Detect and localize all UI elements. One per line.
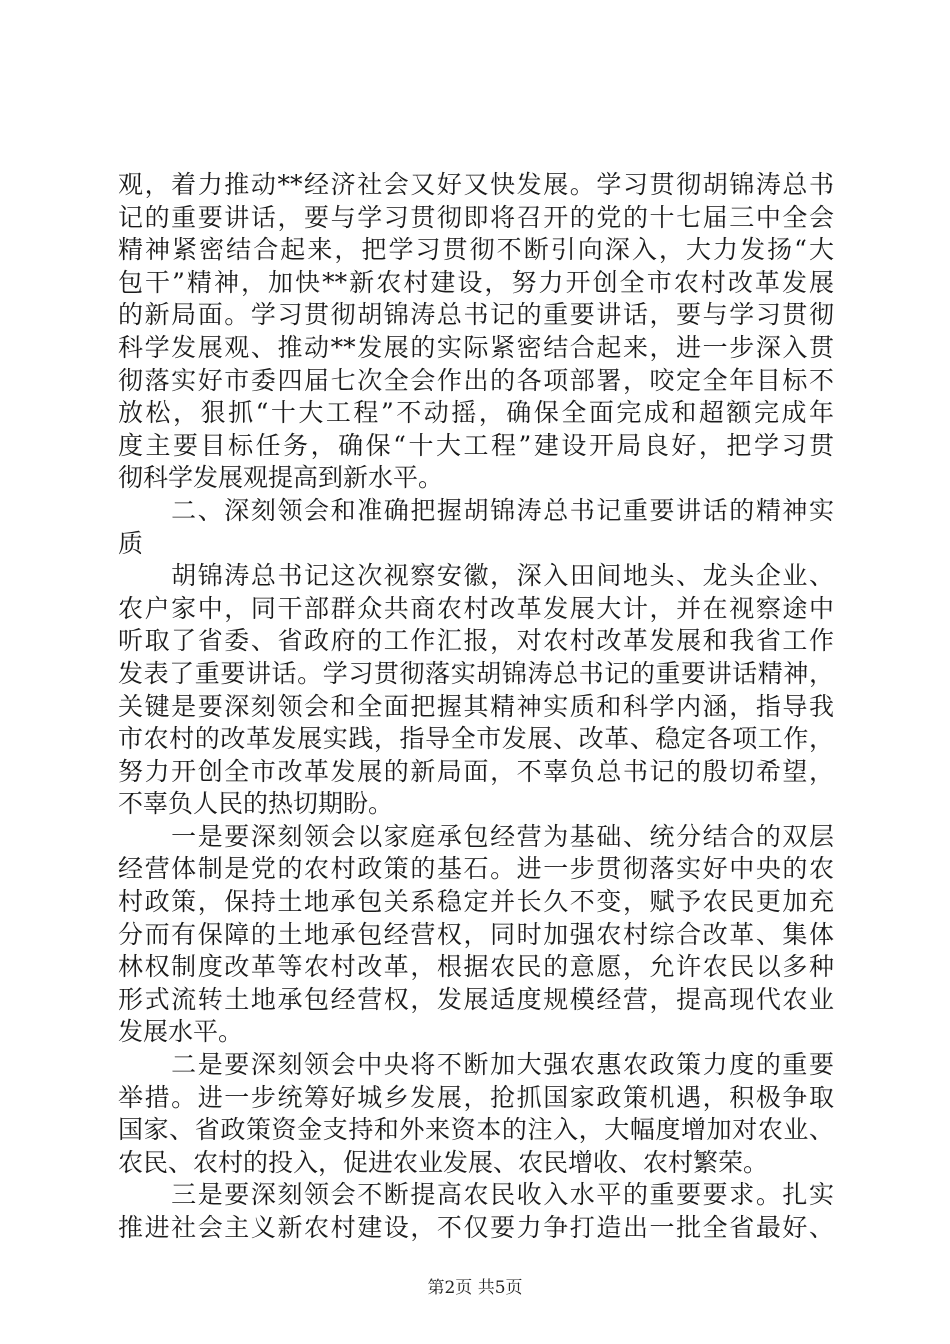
text-line: 发表了重要讲话。学习贯彻落实胡锦涛总书记的重要讲话精神， [118,658,834,688]
text-line: 农户家中，同干部群众共商农村改革发展大计，并在视察途中 [118,593,834,623]
text-line: 三是要深刻领会不断提高农民收入水平的重要要求。扎实 [118,1180,834,1210]
text-line: 二是要深刻领会中央将不断加大强农惠农政策力度的重要 [118,1050,834,1080]
text-line: 观，着力推动**经济社会又好又快发展。学习贯彻胡锦涛总书 [118,170,834,199]
text-line: 不辜负人民的热切期盼。 [118,789,394,819]
text-line: 形式流转土地承包经营权，发展适度规模经营，提高现代农业 [118,984,834,1014]
text-line: 村政策，保持土地承包关系稳定并长久不变，赋予农民更加充 [118,887,834,917]
text-line: 农民、农村的投入，促进农业发展、农民增收、农村繁荣。 [118,1147,769,1177]
text-line: 经营体制是党的农村政策的基石。进一步贯彻落实好中央的农 [118,854,834,884]
text-line: 的新局面。学习贯彻胡锦涛总书记的重要讲话，要与学习贯彻 [118,300,834,330]
text-line: 彻落实好市委四届七次全会作出的各项部署，咬定全年目标不 [118,365,834,395]
text-line: 一是要深刻领会以家庭承包经营为基础、统分结合的双层 [118,821,834,851]
text-line: 放松，狠抓“十大工程”不动摇，确保全面完成和超额完成年 [118,398,834,428]
text-line: 质 [118,528,144,558]
text-line: 科学发展观、推动**发展的实际紧密结合起来，进一步深入贯 [118,332,834,362]
text-line: 发展水平。 [118,1017,244,1047]
text-line: 包干”精神，加快**新农村建设，努力开创全市农村改革发展 [118,267,834,297]
text-line: 推进社会主义新农村建设，不仅要力争打造出一批全省最好、 [118,1213,834,1242]
text-line: 二、深刻领会和准确把握胡锦涛总书记重要讲话的精神实 [118,495,834,525]
text-line: 国家、省政策资金支持和外来资本的注入，大幅度增加对农业、 [118,1115,834,1145]
text-line: 度主要目标任务，确保“十大工程”建设开局良好，把学习贯 [118,430,834,460]
text-line: 记的重要讲话，要与学习贯彻即将召开的党的十七届三中全会 [118,202,834,232]
text-line: 市农村的改革发展实践，指导全市发展、改革、稳定各项工作， [118,724,834,754]
text-line: 彻科学发展观提高到新水平。 [118,463,444,493]
text-line: 林权制度改革等农村改革，根据农民的意愿，允许农民以多种 [118,952,834,982]
text-line: 精神紧密结合起来，把学习贯彻不断引向深入，大力发扬“大 [118,235,834,265]
text-line: 听取了省委、省政府的工作汇报，对农村改革发展和我省工作 [118,626,834,656]
text-line: 努力开创全市改革发展的新局面，不辜负总书记的殷切希望， [118,756,834,786]
page-footer: 第2页 共5页 [427,1278,523,1298]
text-line: 分而有保障的土地承包经营权，同时加强农村综合改革、集体 [118,919,834,949]
text-line: 胡锦涛总书记这次视察安徽，深入田间地头、龙头企业、 [118,561,834,591]
text-line: 举措。进一步统筹好城乡发展，抢抓国家政策机遇，积极争取 [118,1082,834,1112]
document-body [118,169,834,1245]
text-line: 关键是要深刻领会和全面把握其精神实质和科学内涵，指导我 [118,691,834,721]
